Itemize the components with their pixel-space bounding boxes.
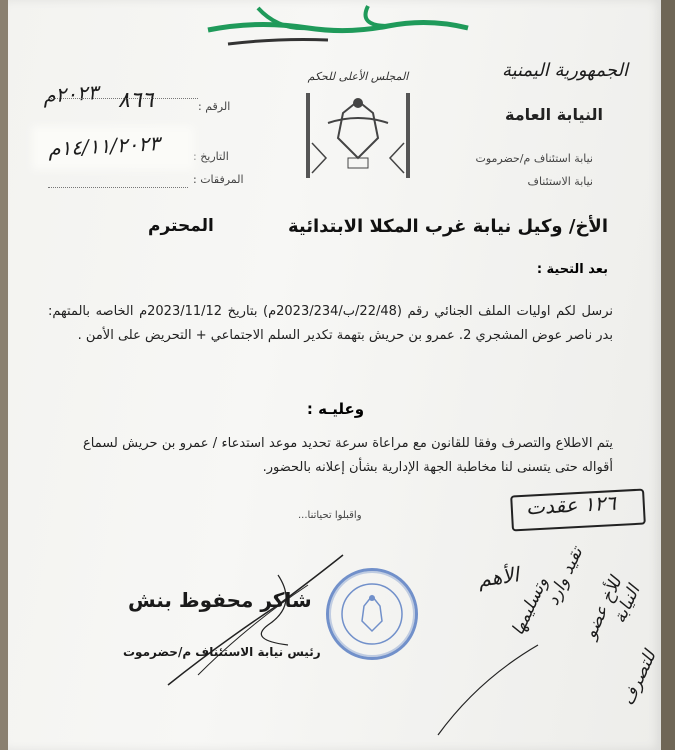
official-stamp — [326, 568, 418, 660]
body-paragraph-1: نرسل لكم اوليات الملف الجنائي رقم (22/48/ب/2023/234م) بتاريخ 2023/11/12م الخاصه بالمتهم: بدر ناصر عوض المشجري 2. عمرو بن حريش بتهمة تكدير السلم الاجتماعي + التحريض على الأمن . — [48, 304, 613, 343]
ref-year: ٢٠٢٣م — [42, 80, 100, 108]
addressee: الأخ/ وكيل نيابة غرب المكلا الابتدائية — [287, 216, 608, 237]
ref-label: الرقم : — [198, 100, 231, 113]
string-tie — [198, 0, 478, 60]
date-label: التاريخ : — [193, 150, 229, 163]
handwritten-note-3: وتسليمها — [508, 574, 553, 639]
handwritten-stroke — [428, 640, 548, 740]
eagle-icon — [298, 83, 418, 183]
handwritten-note-2: تقيد وارد — [543, 544, 588, 609]
branch-label: نيابة استئناف م/حضرموت — [475, 152, 593, 165]
prosecution-header: النيابة العامة — [505, 105, 603, 124]
closing-remark: واقبلوا تحياتنا... — [298, 510, 362, 521]
handwritten-box-text: ١٢٦ عقدت — [525, 490, 617, 520]
ref-value: ٨٦٦ — [118, 88, 154, 113]
signer-name: شاكر محفوظ بنش — [128, 588, 312, 612]
council-title: المجلس الأعلى للحكم — [307, 70, 409, 83]
handwritten-note-1: الأهم — [476, 562, 521, 592]
honorific: المحترم — [148, 216, 214, 236]
date-value: ١٤/١١/٢٠٢٣م — [47, 131, 161, 161]
signer-title: رئيس نيابة الاستئناف م/حضرموت — [123, 645, 321, 659]
handwritten-note-5: للتصرف — [618, 647, 661, 709]
and-therefore-heading: وعليـه : — [306, 400, 365, 418]
greeting: بعد التحية : — [536, 262, 608, 277]
republic-header: الجمهورية اليمنية — [501, 60, 628, 81]
document-page — [8, 0, 663, 750]
stamp-emblem-icon — [329, 571, 415, 657]
state-emblem — [298, 70, 418, 190]
body-paragraph-2: يتم الاطلاع والتصرف وفقا للقانون مع مراعاة سرعة تحديد موعد استدعاء / عمرو بن حريش لسماع أقواله حتى يتسنى لنا مخاطبة الجهة الإدارية بشأن إعلانه بالحضور. — [83, 436, 613, 475]
appeal-label: نيابة الاستئناف — [527, 175, 593, 188]
handwritten-note-4: للأخ عضو النيابة — [580, 573, 645, 642]
attachments-label: المرفقات : — [193, 173, 244, 186]
page-edge — [661, 0, 675, 750]
